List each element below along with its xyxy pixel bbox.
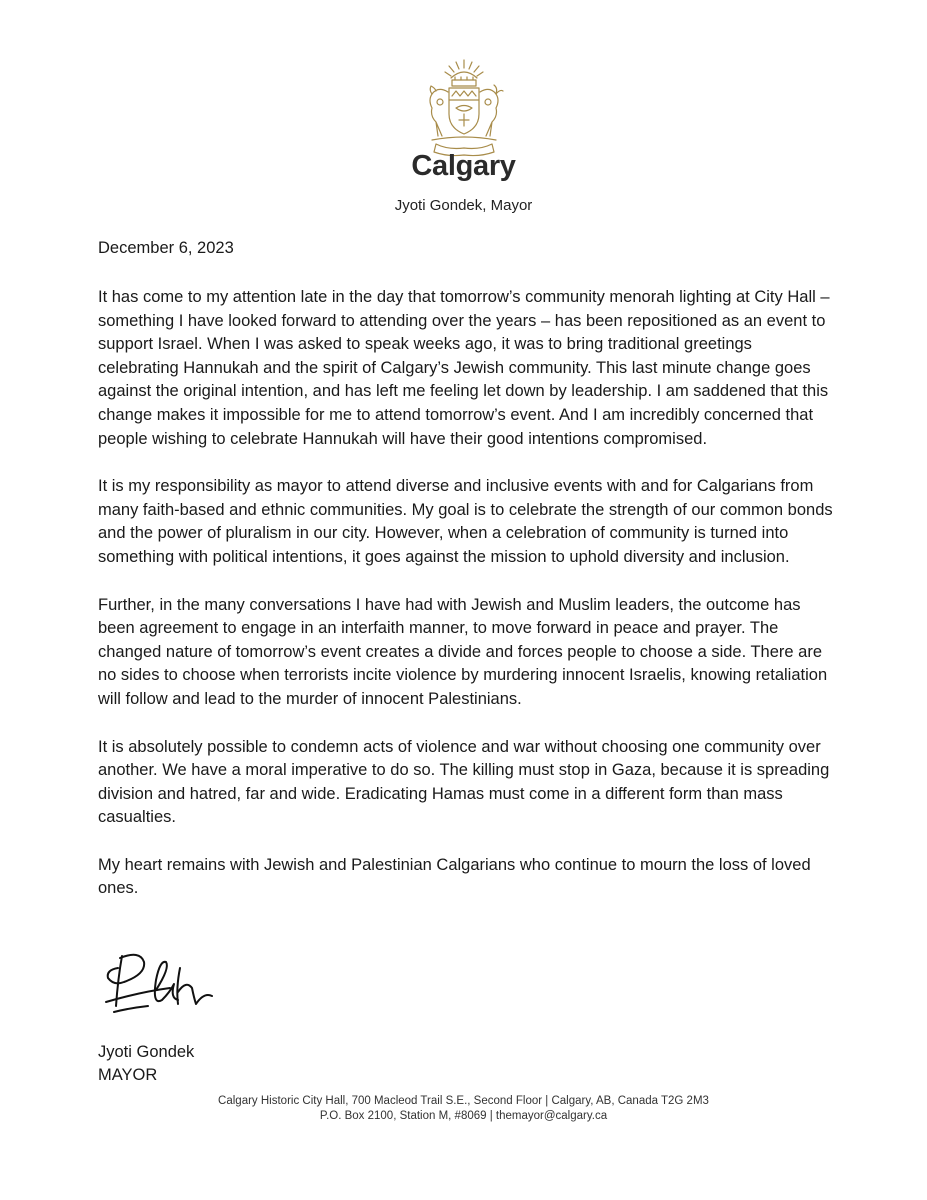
body-paragraph: Further, in the many conversations I have had with Jewish and Muslim leaders, the outcome has been agreement to engage in an interfaith manner, to move forward in peace and prayer. The changed nature of tomorrow’s event creates a divide and forces people to choose a side. There are no sides to choose when terrorists incite violence by murdering innocent Israelis, knowing retaliation will follow and lead to the murder of innocent Palestinians. bbox=[98, 595, 828, 708]
body-paragraph: It is my responsibility as mayor to attend diverse and inclusive events with and for Calgarians from many faith-based and ethnic communities. My goal is to celebrate the strength of our common bonds and the power of pluralism in our city. However, when a celebration of community is turned into something with political intentions, it goes against the mission to uphold diversity and inclusion. bbox=[98, 477, 833, 566]
letterhead-subtitle: Jyoti Gondek, Mayor bbox=[394, 197, 533, 214]
body-paragraph: It is absolutely possible to condemn acts of violence and war without choosing one community over another. We have a moral imperative to do so. The killing must stop in Gaza, because it is spreading division and hatred, far and wide. Eradicating Hamas must come in a different form than mass casualties. bbox=[98, 737, 830, 827]
letter-body bbox=[98, 286, 833, 925]
letter-date: December 6, 2023 bbox=[98, 239, 234, 257]
signer-title: MAYOR bbox=[98, 1066, 158, 1084]
letter-footer bbox=[0, 1094, 927, 1124]
body-paragraph: My heart remains with Jewish and Palestinian Calgarians who continue to mourn the loss of loved ones. bbox=[98, 855, 811, 898]
signer-block bbox=[98, 1041, 194, 1087]
footer-contact: P.O. Box 2100, Station M, #8069 | themayor@calgary.ca bbox=[319, 1110, 608, 1122]
handwritten-signature bbox=[100, 948, 225, 1018]
footer-address: Calgary Historic City Hall, 700 Macleod Trail S.E., Second Floor | Calgary, AB, Canada T2G 2M3 bbox=[218, 1095, 709, 1107]
signer-name: Jyoti Gondek bbox=[98, 1043, 195, 1061]
letterhead-city-name: Calgary bbox=[411, 150, 516, 182]
body-paragraph: It has come to my attention late in the day that tomorrow’s community menorah lighting at City Hall – something I have looked forward to attending over the years – has been repositioned as an event to support Israel. When I was asked to speak weeks ago, it was to bring traditional greetings celebrating Hannukah and the spirit of Calgary’s Jewish community. This last minute change goes against the original intention, and has left me feeling let down by leadership. I am saddened that this change makes it impossible for me to attend tomorrow’s event. And I am incredibly concerned that people wishing to celebrate Hannukah will have their good intentions compromised. bbox=[98, 288, 830, 448]
coat-of-arms-icon bbox=[418, 56, 510, 160]
